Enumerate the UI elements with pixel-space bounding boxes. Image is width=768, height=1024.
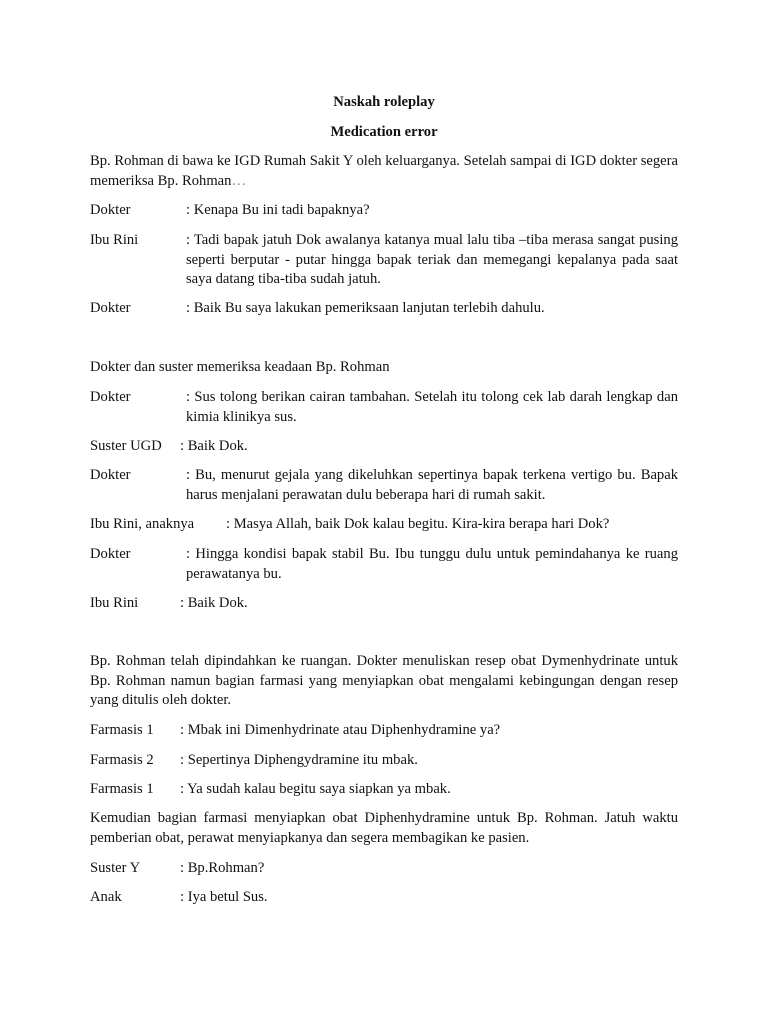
speaker-name: Dokter — [90, 300, 131, 316]
speaker-name: Ibu Rini, anaknya — [90, 516, 195, 532]
spoken-line: : Baik Dok. — [180, 595, 248, 611]
document-title: Naskah roleplay — [333, 94, 435, 110]
speaker-name: Suster UGD — [90, 438, 162, 454]
dialogue-line — [90, 388, 678, 427]
dialogue-line — [90, 437, 678, 457]
dialogue-line — [90, 545, 678, 584]
speaker-name: Farmasis 2 — [90, 752, 154, 768]
spoken-line: : Sus tolong berikan cairan tambahan. Setelah itu tolong cek lab darah lengkap dan kimia klinikya sus. — [186, 389, 678, 425]
dialogue-line — [90, 751, 678, 771]
dialogue-line — [90, 780, 678, 800]
document-subtitle: Medication error — [330, 124, 438, 140]
speaker-name: Dokter — [90, 389, 131, 405]
dialogue-line — [90, 231, 678, 290]
intro-text: Bp. Rohman di bawa ke IGD Rumah Sakit Y oleh keluarganya. Setelah sampai di IGD dokter segera memeriksa Bp. Rohman — [90, 153, 678, 189]
spoken-line: : Baik Bu saya lakukan pemeriksaan lanjutan terlebih dahulu. — [186, 300, 545, 316]
dialogue-line — [90, 466, 678, 505]
speaker-name: Dokter — [90, 202, 131, 218]
spoken-line: : Tadi bapak jatuh Dok awalanya katanya mual lalu tiba –tiba merasa sangat pusing seperti berputar - putar hingga bapak teriak dan memegangi kepalanya pada saat saya datang tiba-tiba sudah jatuh. — [186, 232, 678, 287]
intro-paragraph — [90, 152, 678, 191]
dialogue-line — [90, 299, 678, 319]
spoken-line: : Bu, menurut gejala yang dikeluhkan sepertinya bapak terkena vertigo bu. Bapak harus menjalani perawatan dulu beberapa hari di rumah sakit. — [186, 467, 678, 503]
speaker-name: Farmasis 1 — [90, 781, 154, 797]
intro-ellipsis: … — [231, 172, 247, 189]
speaker-name: Ibu Rini — [90, 232, 139, 248]
spoken-line: : Sepertinya Diphengydramine itu mbak. — [180, 752, 418, 768]
spoken-line: : Masya Allah, baik Dok kalau begitu. Kira-kira berapa hari Dok? — [226, 516, 610, 532]
narration-paragraph: Bp. Rohman telah dipindahkan ke ruangan. Dokter menuliskan resep obat Dymenhydrinate untuk Bp. Rohman namun bagian farmasi yang menyiapkan obat mengalami kebingungan dengan resep yang ditulis oleh dokter. — [90, 653, 678, 708]
spoken-line: : Hingga kondisi bapak stabil Bu. Ibu tunggu dulu untuk pemindahanya ke ruang perawatanya bu. — [186, 546, 678, 582]
speaker-name: Ibu Rini — [90, 595, 139, 611]
spoken-line: : Iya betul Sus. — [180, 889, 268, 905]
speaker-name: Suster Y — [90, 860, 141, 876]
dialogue-line — [90, 201, 678, 221]
spoken-line: : Bp.Rohman? — [180, 860, 265, 876]
dialogue-line — [90, 888, 678, 908]
speaker-name: Anak — [90, 889, 122, 905]
speaker-name: Dokter — [90, 467, 131, 483]
dialogue-line — [90, 515, 678, 535]
dialogue-line — [90, 594, 678, 614]
dialogue-line — [90, 859, 678, 879]
spoken-line: : Kenapa Bu ini tadi bapaknya? — [186, 202, 370, 218]
spoken-line: : Ya sudah kalau begitu saya siapkan ya mbak. — [180, 781, 451, 797]
speaker-name: Farmasis 1 — [90, 722, 154, 738]
spoken-line: : Baik Dok. — [180, 438, 248, 454]
narration-paragraph: Dokter dan suster memeriksa keadaan Bp. Rohman — [90, 359, 390, 375]
speaker-name: Dokter — [90, 546, 131, 562]
dialogue-line — [90, 721, 678, 741]
narration-paragraph: Kemudian bagian farmasi menyiapkan obat Diphenhydramine untuk Bp. Rohman. Jatuh waktu pemberian obat, perawat menyiapkanya dan segera membagikan ke pasien. — [90, 810, 678, 846]
spoken-line: : Mbak ini Dimenhydrinate atau Diphenhydramine ya? — [180, 722, 501, 738]
